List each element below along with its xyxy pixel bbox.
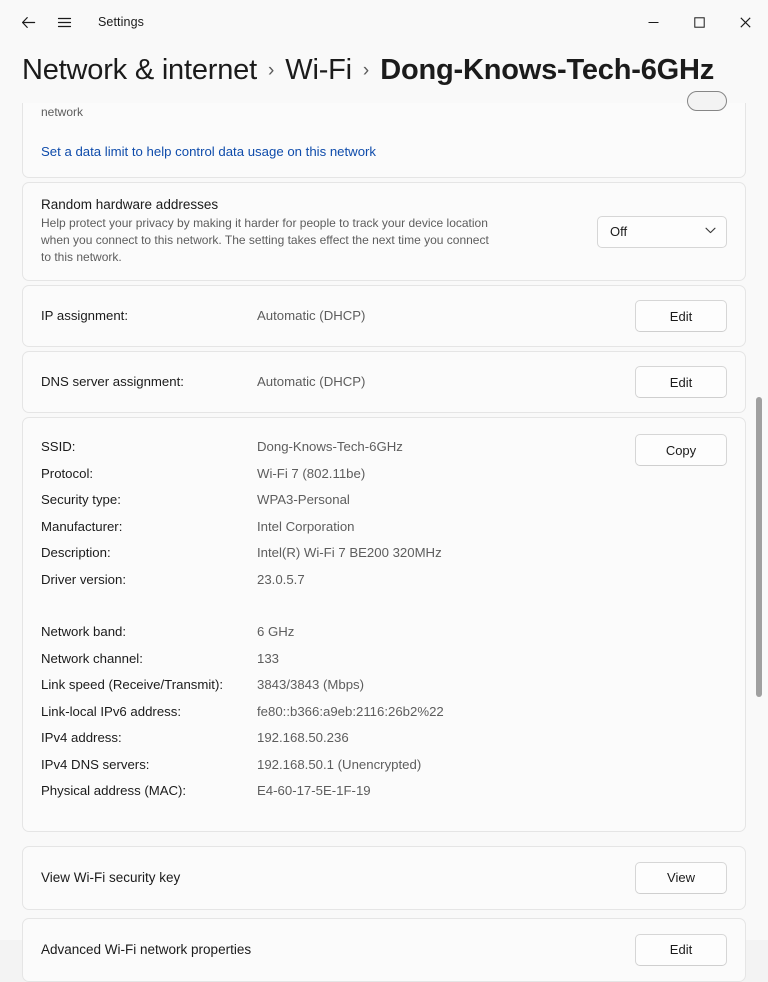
property-value: WPA3-Personal <box>257 492 350 507</box>
network-properties-grid <box>41 434 621 805</box>
ip-assignment-control <box>635 300 727 332</box>
breadcrumb-item-current: Dong-Knows-Tech-6GHz <box>380 54 715 86</box>
network-properties-card <box>22 417 746 832</box>
scrollbar-thumb[interactable] <box>756 397 762 697</box>
dns-assignment-edit-button[interactable]: Edit <box>635 366 727 398</box>
random-hardware-addresses-control <box>597 216 727 248</box>
dns-assignment-row <box>23 352 745 412</box>
advanced-properties-control <box>635 934 727 966</box>
property-value: 23.0.5.7 <box>257 571 305 587</box>
network-properties-table <box>41 434 621 805</box>
metered-connection-card <box>22 103 746 178</box>
network-properties-control <box>635 434 727 466</box>
property-label: Link-local IPv6 address: <box>41 703 182 719</box>
advanced-properties-edit-button[interactable]: Edit <box>635 934 727 966</box>
property-label: Manufacturer: <box>41 518 123 534</box>
property-value: fe80::b366:a9eb:2116:26b2%22 <box>257 703 444 719</box>
settings-content <box>0 103 768 957</box>
property-value: 6 GHz <box>257 624 295 639</box>
property-value: E4-60-17-5E-1F-19 <box>257 783 371 798</box>
hamburger-menu-icon[interactable] <box>46 6 82 38</box>
ip-assignment-edit-button[interactable]: Edit <box>635 300 727 332</box>
property-value: 192.168.50.236 <box>257 730 349 745</box>
property-value: Intel Corporation <box>257 518 355 534</box>
maximize-button[interactable] <box>676 0 722 44</box>
property-label: Link speed (Receive/Transmit): <box>41 677 224 692</box>
property-value: 133 <box>257 650 280 666</box>
property-label: Driver version: <box>41 571 127 587</box>
property-label: Security type: <box>41 492 121 507</box>
data-limit-row <box>23 135 745 177</box>
close-button[interactable] <box>722 0 768 44</box>
random-hardware-addresses-dropdown[interactable] <box>597 216 727 248</box>
property-label: IPv4 DNS servers: <box>41 756 150 772</box>
property-label: Network channel: <box>41 650 143 666</box>
ip-assignment-value: Automatic (DHCP) <box>257 307 366 323</box>
random-hardware-addresses-text <box>41 197 583 266</box>
metered-connection-description: network <box>41 105 84 119</box>
security-key-control <box>635 862 727 894</box>
random-hardware-addresses-row <box>23 183 745 280</box>
data-limit-link[interactable]: Set a data limit to help control data usage on this network <box>41 144 377 159</box>
back-button[interactable] <box>10 6 46 38</box>
chevron-down-icon <box>705 226 716 237</box>
dns-assignment-label: DNS server assignment: <box>41 373 184 389</box>
property-label: SSID: <box>41 439 76 454</box>
property-spacer <box>41 593 621 619</box>
breadcrumb-separator-icon-2: › <box>362 60 370 81</box>
property-value: 3843/3843 (Mbps) <box>257 677 365 692</box>
minimize-button[interactable] <box>630 0 676 44</box>
advanced-properties-card <box>22 918 746 982</box>
random-hardware-addresses-value: Off <box>610 224 628 239</box>
property-value: Dong-Knows-Tech-6GHz <box>257 439 403 454</box>
metered-connection-toggle[interactable] <box>687 91 727 111</box>
title-bar <box>0 0 768 44</box>
breadcrumb <box>0 44 768 103</box>
app-title: Settings <box>98 15 144 29</box>
ip-assignment-card <box>22 285 746 347</box>
breadcrumb-separator-icon: › <box>267 60 275 81</box>
property-label: Physical address (MAC): <box>41 783 187 798</box>
dns-assignment-card <box>22 351 746 413</box>
ip-assignment-text <box>41 303 621 330</box>
advanced-properties-text <box>41 942 621 957</box>
dns-assignment-value: Automatic (DHCP) <box>257 373 366 389</box>
dns-assignment-control <box>635 366 727 398</box>
property-label: Description: <box>41 545 111 560</box>
property-label: Protocol: <box>41 465 94 481</box>
dns-assignment-text <box>41 369 621 396</box>
copy-button[interactable]: Copy <box>635 434 727 466</box>
scrollbar[interactable] <box>756 107 762 934</box>
property-label: Network band: <box>41 624 127 639</box>
ip-assignment-row <box>23 286 745 346</box>
property-value: Wi-Fi 7 (802.11be) <box>257 465 366 481</box>
property-value: 192.168.50.1 (Unencrypted) <box>257 756 422 772</box>
random-hardware-addresses-title: Random hardware addresses <box>41 197 219 212</box>
property-label: IPv4 address: <box>41 730 122 745</box>
caption-buttons <box>630 0 768 44</box>
scroll-region[interactable] <box>22 103 746 957</box>
network-properties-header <box>41 434 727 805</box>
security-key-view-button[interactable]: View <box>635 862 727 894</box>
breadcrumb-item-network[interactable]: Network & internet <box>22 54 257 86</box>
security-key-card <box>22 846 746 910</box>
advanced-properties-title: Advanced Wi-Fi network properties <box>41 942 252 957</box>
security-key-text <box>41 870 621 885</box>
random-hardware-addresses-description: Help protect your privacy by making it harder for people to track your device location when you connect to this network. The setting takes effect the next time you connect to this network. <box>41 216 489 264</box>
random-hardware-addresses-card <box>22 182 746 281</box>
metered-connection-row <box>23 103 745 135</box>
ip-assignment-label: IP assignment: <box>41 307 128 323</box>
property-value: Intel(R) Wi-Fi 7 BE200 320MHz <box>257 545 442 560</box>
breadcrumb-item-wifi[interactable]: Wi-Fi <box>285 54 352 86</box>
security-key-title: View Wi-Fi security key <box>41 870 181 885</box>
